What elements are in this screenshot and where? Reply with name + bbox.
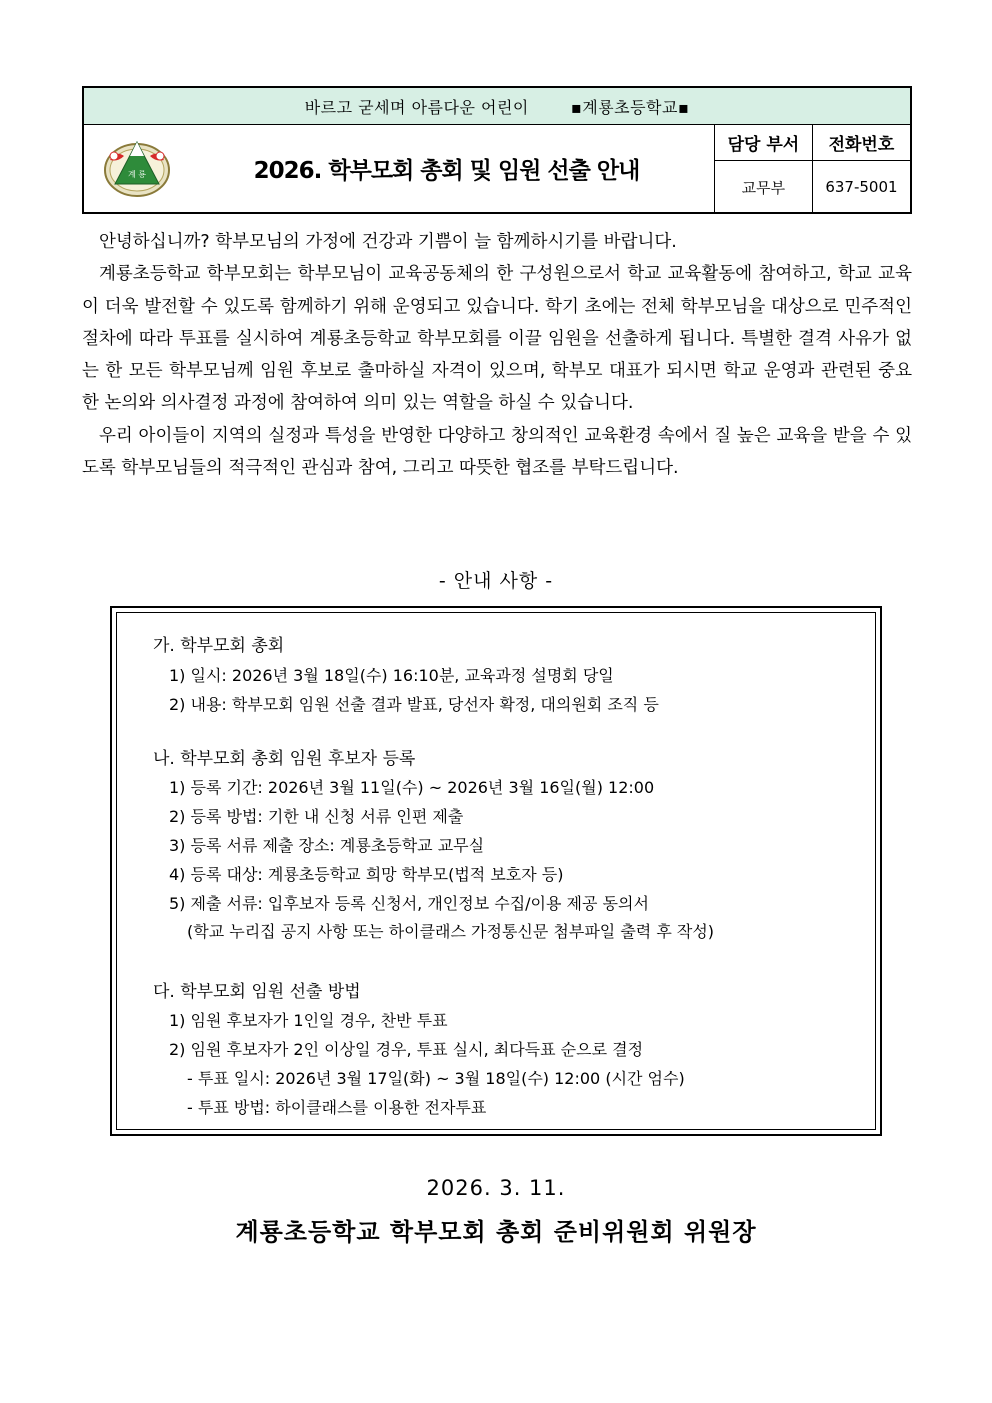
intro-paragraph: 계룡초등학교 학부모회는 학부모님이 교육공동체의 한 구성원으로서 학교 교육활동에 참여하고, 학교 교육이 더욱 발전할 수 있도록 함께하기 위해 운영되고 있습니다. 학기 초에는 전체 학부모님을 대상으로 민주적인 절차에 따라 투표를 실시하여 계룡초등학교 학부모회를 이끌 임원을 선출하게 됩니다. 특별한 결격 사유가 없는 한 모든 학부모님께 임원 후보로 출마하실 자격이 있으며, 학부모 대표가 되시면 학교 운영과 관련된 중요한 논의와 의사결정 과정에 참여하여 의미 있는 역할을 하실 수 있습니다.	[82, 264, 912, 414]
section-title: 가. 학부모회 총회	[153, 636, 285, 656]
section-item: 5) 제출 서류: 입후보자 등록 신청서, 개인정보 수집/이용 제공 동의서	[169, 894, 649, 913]
issue-date: 2026. 3. 11.	[426, 1176, 566, 1200]
title-row	[84, 124, 910, 212]
intro-text	[82, 226, 912, 484]
phone-header: 전화번호	[812, 124, 910, 161]
section-item: 2) 등록 방법: 기한 내 신청 서류 인편 제출	[169, 807, 464, 826]
section-item: 1) 등록 기간: 2026년 3월 11일(수) ~ 2026년 3월 16일(월) 12:00	[169, 778, 655, 797]
section-item: 1) 일시: 2026년 3월 18일(수) 16:10분, 교육과정 설명회 당일	[169, 666, 614, 685]
school-label: ▪계룡초등학교▪	[570, 97, 690, 117]
section-subitem: - 투표 방법: 하이클래스를 이용한 전자투표	[187, 1098, 487, 1117]
intro-paragraph: 우리 아이들이 지역의 실정과 특성을 반영한 다양하고 창의적인 교육환경 속에서 질 높은 교육을 받을 수 있도록 학부모님들의 적극적인 관심과 참여, 그리고 따뜻한 협조를 부탁드립니다.	[82, 425, 912, 479]
dept-value: 교무부	[715, 161, 813, 214]
signature: 계룡초등학교 학부모회 총회 준비위원회 위원장	[235, 1218, 757, 1246]
section-item: 2) 내용: 학부모회 임원 선출 결과 발표, 당선자 확정, 대의원회 조직 등	[169, 695, 659, 714]
motto-bar	[84, 88, 910, 125]
phone-value: 637-5001	[812, 161, 910, 214]
section-item: 4) 등록 대상: 계룡초등학교 희망 학부모(법적 보호자 등)	[169, 865, 564, 884]
notice-inner-frame	[116, 612, 876, 1130]
letterhead	[82, 86, 912, 214]
logo-text: 계 룡	[128, 170, 146, 179]
motto-text: 바르고 굳세며 아름다운 어린이	[304, 97, 529, 117]
section-item: 3) 등록 서류 제출 장소: 계룡초등학교 교무실	[169, 836, 485, 855]
school-logo-icon	[102, 132, 172, 202]
document-title: 2026. 학부모회 총회 및 임원 선출 안내	[253, 157, 640, 184]
section-item: 1) 임원 후보자가 1인일 경우, 찬반 투표	[169, 1011, 448, 1030]
notice-box	[110, 606, 882, 1136]
department-table	[714, 124, 910, 213]
notice-heading: - 안내 사항 -	[438, 570, 554, 592]
section-subitem: - 투표 일시: 2026년 3월 17일(화) ~ 3월 18일(수) 12:00 (시간 엄수)	[187, 1069, 685, 1088]
section-title: 나. 학부모회 총회 임원 후보자 등록	[153, 749, 416, 769]
section-item: 2) 임원 후보자가 2인 이상일 경우, 투표 실시, 최다득표 순으로 결정	[169, 1040, 644, 1059]
intro-paragraph: 안녕하십니까? 학부모님의 가정에 건강과 기쁨이 늘 함께하시기를 바랍니다.	[99, 232, 677, 252]
section-title: 다. 학부모회 임원 선출 방법	[153, 982, 361, 1002]
dept-header: 담당 부서	[715, 124, 813, 161]
section-note: (학교 누리집 공지 사항 또는 하이클래스 가정통신문 첨부파일 출력 후 작성)	[187, 922, 715, 941]
